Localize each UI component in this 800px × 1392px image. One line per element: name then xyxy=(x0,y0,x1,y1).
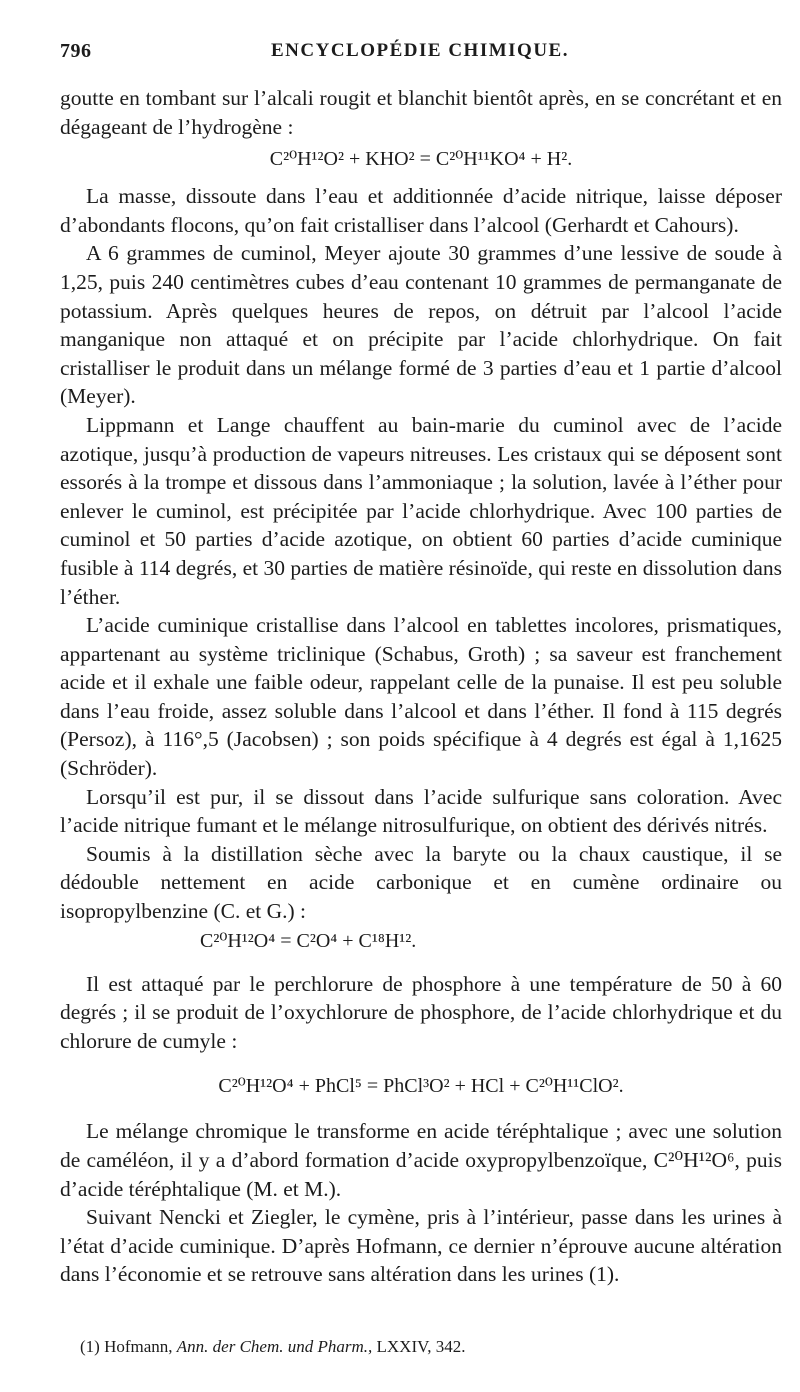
footnote-reference: LXXIV, 342. xyxy=(376,1337,466,1356)
paragraph: La masse, dissoute dans l’eau et additionnée d’acide nitrique, laisse déposer d’abondants flocons, qu’on fait cristalliser dans l’alcool (Gerhardt et Cahours). xyxy=(60,184,782,237)
paragraph: A 6 grammes de cuminol, Meyer ajoute 30 grammes d’une lessive de soude à 1,25, puis 240 centimètres cubes d’eau contenant 10 grammes de permanganate de potassium. Après quelques heures de repos, on détruit par l’alcool l’acide manganique non attaqué et on précipite par l’acide chlorhydrique. On fait cristalliser le produit dans un mélange formé de 3 parties d’eau et 1 partie d’alcool (Meyer). xyxy=(60,241,782,409)
paragraph: Lorsqu’il est pur, il se dissout dans l’acide sulfurique sans coloration. Avec l’acide nitrique fumant et le mélange nitrosulfurique, on obtient des dérivés nitrés. xyxy=(60,784,782,838)
page-body xyxy=(60,84,782,1289)
formula-perchloride-reaction: C²⁰H¹²O⁴ + PhCl⁵ = PhCl³O² + HCl + C²⁰H¹¹ClO². xyxy=(218,1075,624,1098)
page-number: 796 xyxy=(60,40,92,62)
paragraph: Il est attaqué par le perchlorure de phosphore à une température de 50 à 60 degrés ; il se produit de l’oxychlorure de phosphore, de l’acide chlorhydrique et du chlorure de cumyle : xyxy=(60,971,782,1053)
paragraph: Suivant Nencki et Ziegler, le cymène, pris à l’intérieur, passe dans les urines à l’état d’acide cuminique. D’après Hofmann, ce dernier n’éprouve aucune altération dans l’économie et se retrouve sans altération dans les urines (1). xyxy=(60,1205,782,1287)
paragraph-continuation: goutte en tombant sur l’alcali rougit et blanchit bientôt après, en se concrétant et en dégageant de l’hydrogène : xyxy=(60,86,782,139)
formula-potash-reaction: C²⁰H¹²O² + KHO² = C²⁰H¹¹KO⁴ + H². xyxy=(269,148,573,171)
formula-dry-distillation: C²⁰H¹²O⁴ = C²O⁴ + C¹⁸H¹². xyxy=(200,929,417,952)
footnote xyxy=(80,1335,780,1359)
footnote-mark: (1) Hofmann, xyxy=(80,1337,173,1356)
paragraph: Lippmann et Lange chauffent au bain-marie du cuminol avec de l’acide azotique, jusqu’à production de vapeurs nitreuses. Les cristaux qui se déposent sont essorés à la trompe et dissous dans l’ammoniaque ; la solution, lavée à l’éther pour enlever le cuminol, est précipitée par l’acide chlorhydrique. Avec 100 parties de cuminol et 50 parties d’acide azotique, on obtient 60 parties d’acide cuminique fusible à 114 degrés, et 30 parties de matière résinoïde, qui reste en dissolution dans l’éther. xyxy=(60,412,782,609)
paragraph: Le mélange chromique le transforme en acide téréphtalique ; avec une solution de caméléon, il y a d’abord formation d’acide oxypropylbenzoïque, C²⁰H¹²O⁶, puis d’acide téréphtalique (M. et M.). xyxy=(60,1119,782,1201)
paragraph: L’acide cuminique cristallise dans l’alcool en tablettes incolores, prismatiques, appartenant au système triclinique (Schabus, Groth) ; sa saveur est franchement acide et il exhale une faible odeur, rappelant celle de la punaise. Il est peu soluble dans l’eau froide, assez soluble dans l’alcool et dans l’éther. Il fond à 115 degrés (Persoz), à 116°,5 (Jacobsen) ; son poids spécifique à 4 degrés est égal à 1,1625 (Schröder). xyxy=(60,613,782,781)
footnote-source: Ann. der Chem. und Pharm., xyxy=(176,1337,373,1356)
running-head: ENCYCLOPÉDIE CHIMIQUE. xyxy=(271,40,569,61)
paragraph: Soumis à la distillation sèche avec la baryte ou la chaux caustique, il se dédouble nettement en acide carbonique et en cumène ordinaire ou isopropylbenzine (C. et G.) : xyxy=(60,841,782,924)
page-header xyxy=(60,40,780,70)
